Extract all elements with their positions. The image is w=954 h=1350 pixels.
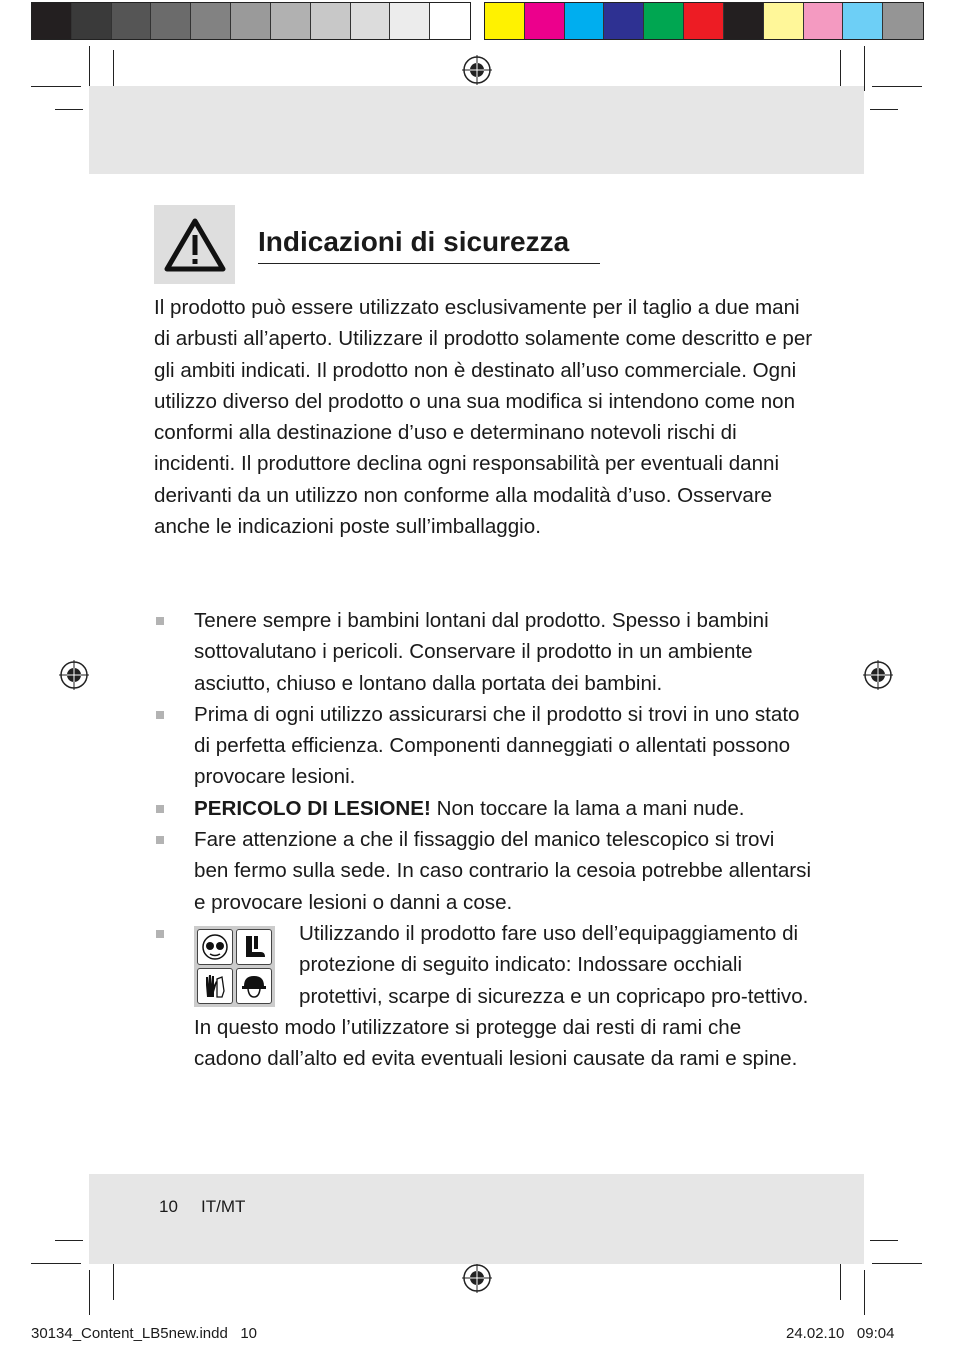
bullet-text: Fare attenzione a che il fissaggio del manico telescopico si trovi ben fermo sulla sede. In caso contrario la cesoia potrebbe allentarsi e provocare lesioni o danni a cose. [194, 828, 812, 914]
crop-mark [55, 109, 83, 110]
crop-mark [840, 1258, 841, 1300]
color-swatch [430, 3, 470, 39]
color-swatch [151, 3, 191, 39]
color-swatch [843, 3, 883, 39]
color-swatch [485, 3, 525, 39]
list-item [154, 699, 814, 793]
color-swatch [112, 3, 152, 39]
crop-mark [870, 1240, 898, 1241]
crop-mark [31, 1263, 81, 1264]
color-swatch [231, 3, 271, 39]
hard-hat-icon [236, 968, 272, 1004]
registration-mark-icon [59, 660, 89, 690]
crop-mark [89, 1270, 90, 1315]
bullet-square-icon [156, 930, 164, 938]
safety-goggles-icon [197, 929, 233, 965]
safety-boots-icon [236, 929, 272, 965]
bullet-square-icon [156, 617, 164, 625]
color-swatch [72, 3, 112, 39]
protective-gloves-icon [197, 968, 233, 1004]
color-swatch [604, 3, 644, 39]
color-swatch [684, 3, 724, 39]
list-item [154, 918, 814, 1074]
list-item [154, 793, 814, 824]
crop-mark [864, 1270, 865, 1315]
cmyk-color-bar [484, 2, 924, 40]
crop-mark [31, 86, 81, 87]
color-swatch [883, 3, 923, 39]
color-swatch [351, 3, 391, 39]
page-number: 10 [159, 1197, 178, 1216]
color-swatch [390, 3, 430, 39]
ppe-icons [194, 926, 275, 1007]
warning-triangle-icon [164, 218, 226, 272]
bullet-text: Prima di ogni utilizzo assicurarsi che il prodotto si trovi in uno stato di perfetta efficienza. Componenti danneggiati o allentati possono provocare lesioni. [194, 702, 800, 789]
color-swatch [724, 3, 764, 39]
registration-mark-icon [462, 55, 492, 85]
color-swatch [644, 3, 684, 39]
color-swatch [311, 3, 351, 39]
color-swatch [565, 3, 605, 39]
list-item [154, 824, 814, 918]
bullet-square-icon [156, 805, 164, 813]
bullet-text: Utilizzando il prodotto fare uso dell’equipaggiamento di protezione di seguito indicato: Indossare occhiali protettivi, scarpe di sicurezza e un copricapo pro-tettivo. In questo modo l’utilizzatore si protegge dai resti di rami che cadono dall’alto ed evita eventuali lesioni causate da rami e spine. [194, 921, 809, 1071]
registration-mark-icon [863, 660, 893, 690]
crop-mark [872, 1263, 922, 1264]
warning-box [154, 205, 235, 284]
bullet-text: Non toccare la lama a mani nude. [430, 796, 745, 820]
header-band [89, 86, 864, 174]
safety-bullet-list [154, 605, 814, 1074]
page-language: IT/MT [201, 1197, 246, 1216]
registration-mark-icon [462, 1263, 492, 1293]
bullet-square-icon [156, 836, 164, 844]
crop-mark [89, 46, 90, 91]
slug-date: 24.02.10 09:04 [786, 1325, 895, 1342]
crop-mark [872, 86, 922, 87]
footer-band [89, 1174, 864, 1264]
color-swatch [764, 3, 804, 39]
intro-paragraph: Il prodotto può essere utilizzato esclusivamente per il taglio a due mani di arbusti all’aperto. Utilizzare il prodotto solamente come descritto e per gli ambiti indicati. Il prodotto non è destinato all’uso commerciale. Ogni utilizzo diverso del prodotto o una sua modifica si intendono come non conformi alla destinazione d’uso e determinano notevoli rischi di incidenti. Il produttore declina ogni responsabilità per eventuali danni derivanti da un utilizzo non conforme alla modalità d’uso. Osservare anche le indicazioni poste sull’imballaggio. [154, 296, 813, 539]
color-swatch [191, 3, 231, 39]
crop-mark [864, 46, 865, 91]
crop-mark [55, 1240, 83, 1241]
list-item [154, 605, 814, 699]
color-swatch [32, 3, 72, 39]
color-swatch [804, 3, 844, 39]
crop-mark [870, 109, 898, 110]
bullet-text: Tenere sempre i bambini lontani dal prodotto. Spesso i bambini sottovalutano i pericoli. Conservare il prodotto in un ambiente asciutto, chiuso e lontano dalla portata dei bambini. [194, 609, 769, 695]
section-title: Indicazioni di sicurezza [258, 222, 600, 264]
crop-mark [113, 1258, 114, 1300]
bullet-square-icon [156, 711, 164, 719]
color-swatch [525, 3, 565, 39]
slug-filename: 30134_Content_LB5new.indd 10 [31, 1325, 258, 1342]
color-swatch [271, 3, 311, 39]
danger-label: PERICOLO DI LESIONE! [194, 796, 431, 820]
gray-color-bar [31, 2, 471, 40]
